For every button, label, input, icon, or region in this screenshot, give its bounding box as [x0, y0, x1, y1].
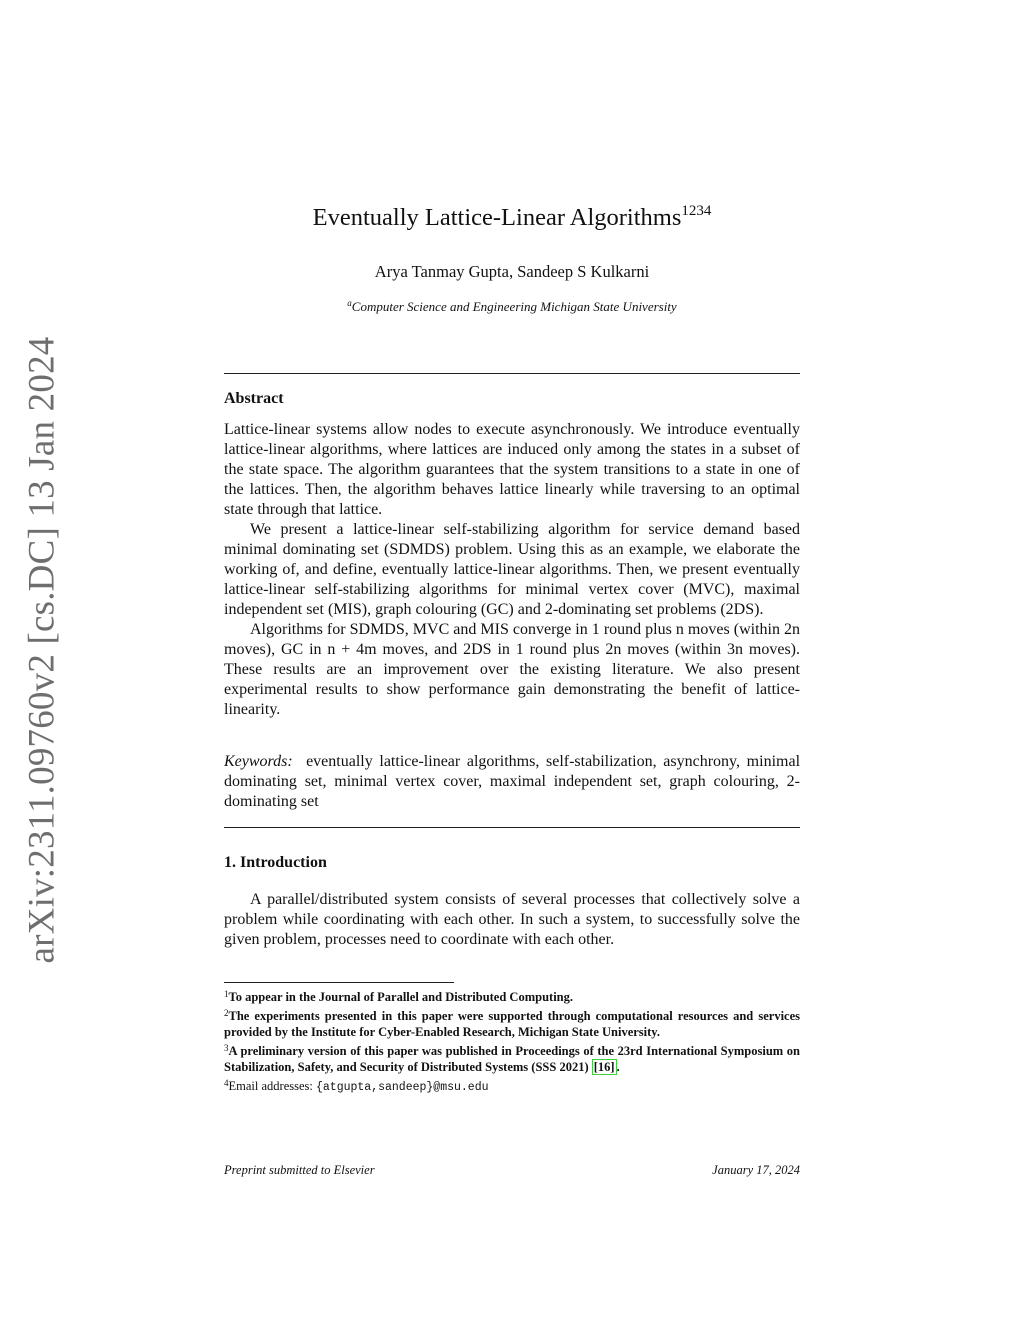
introduction-heading: 1. Introduction	[224, 854, 327, 871]
abstract-body	[224, 420, 800, 720]
title-text: Eventually Lattice-Linear Algorithms	[312, 204, 682, 231]
abstract-bottom-rule	[224, 827, 800, 828]
footnote-1	[224, 986, 800, 1005]
introduction-paragraph: A parallel/distributed system consists of several processes that collectively solve a problem while coordinating with each other. In such a system, to successfully solve the given problem, processes need to coordinate with each other.	[224, 891, 800, 948]
title-footnote-marks: 1234	[681, 203, 712, 219]
footnote-3	[224, 1040, 800, 1075]
abstract-heading: Abstract	[224, 390, 284, 407]
footnotes	[224, 986, 800, 1096]
email-addresses: {atgupta,sandeep}@msu.edu	[315, 1081, 489, 1094]
abstract-paragraph: Lattice-linear systems allow nodes to execute asynchronously. We introduce eventually lattice-linear algorithms, where lattices are induced only among the states in a subset of the state space. The algorithm guarantees that the system transitions to a state in one of the lattices. Then, the algorithm behaves lattice linearly while traversing to an optimal state through that lattice.	[224, 421, 800, 518]
abstract-paragraph: Algorithms for SDMDS, MVC and MIS converge in 1 round plus n moves (within 2n moves), GC in n + 4m moves, and 2DS in 1 round plus 2n moves (within 3n moves). These results are an improvement over the existing literature. We also present experimental results to show performance gain demonstrating the benefit of lattice-linearity.	[224, 621, 800, 718]
affiliation-text: Computer Science and Engineering Michigan State University	[351, 299, 677, 314]
introduction-body	[224, 890, 800, 950]
affiliation	[0, 298, 1024, 315]
keywords-text: eventually lattice-linear algorithms, self-stabilization, asynchrony, minimal dominating set, minimal vertex cover, maximal independent set, graph colouring, 2-dominating set	[224, 753, 801, 810]
footnote-text: The experiments presented in this paper were supported through computational resources and services provided by the Institute for Cyber-Enabled Research, Michigan State University.	[224, 1009, 800, 1039]
email-label: Email addresses:	[228, 1079, 313, 1093]
preprint-note: Preprint submitted to Elsevier	[224, 1163, 375, 1177]
footnote-text-end: .	[616, 1060, 620, 1074]
abstract-top-rule	[224, 373, 800, 374]
citation-link[interactable]: [16]	[593, 1060, 615, 1074]
footnote-mark: 4	[224, 1078, 229, 1088]
author-list: Arya Tanmay Gupta, Sandeep S Kulkarni	[374, 262, 650, 281]
abstract-paragraph: We present a lattice-linear self-stabilizing algorithm for service demand based minimal dominating set (SDMDS) problem. Using this as an example, we elaborate the working of, and define, eventually lattice-linear algorithms. Then, we present eventually lattice-linear self-stabilizing algorithms for minimal vertex cover (MVC), maximal independent set (MIS), graph colouring (GC) and 2-dominating set problems (2DS).	[224, 521, 800, 618]
footnote-2	[224, 1005, 800, 1040]
keywords-block	[224, 752, 800, 812]
footnote-text: To appear in the Journal of Parallel and Distributed Computing.	[228, 990, 573, 1004]
footnote-4	[224, 1075, 800, 1096]
affiliation-mark: a	[347, 298, 352, 308]
keywords-label: Keywords:	[224, 753, 293, 770]
footnote-mark: 1	[224, 989, 229, 999]
footnote-mark: 3	[224, 1043, 229, 1053]
preprint-date: January 17, 2024	[712, 1163, 800, 1177]
footnote-mark: 2	[224, 1008, 229, 1018]
footnote-rule	[224, 982, 454, 983]
arxiv-identifier-stamp[interactable]: arXiv:2311.09760v2 [cs.DC] 13 Jan 2024	[21, 336, 63, 964]
footnote-text: A preliminary version of this paper was published in Proceedings of the 23rd International Symposium on Stabilization, Safety, and Security of Distributed Systems (SSS 2021)	[224, 1044, 800, 1074]
paper-title	[0, 203, 1024, 232]
